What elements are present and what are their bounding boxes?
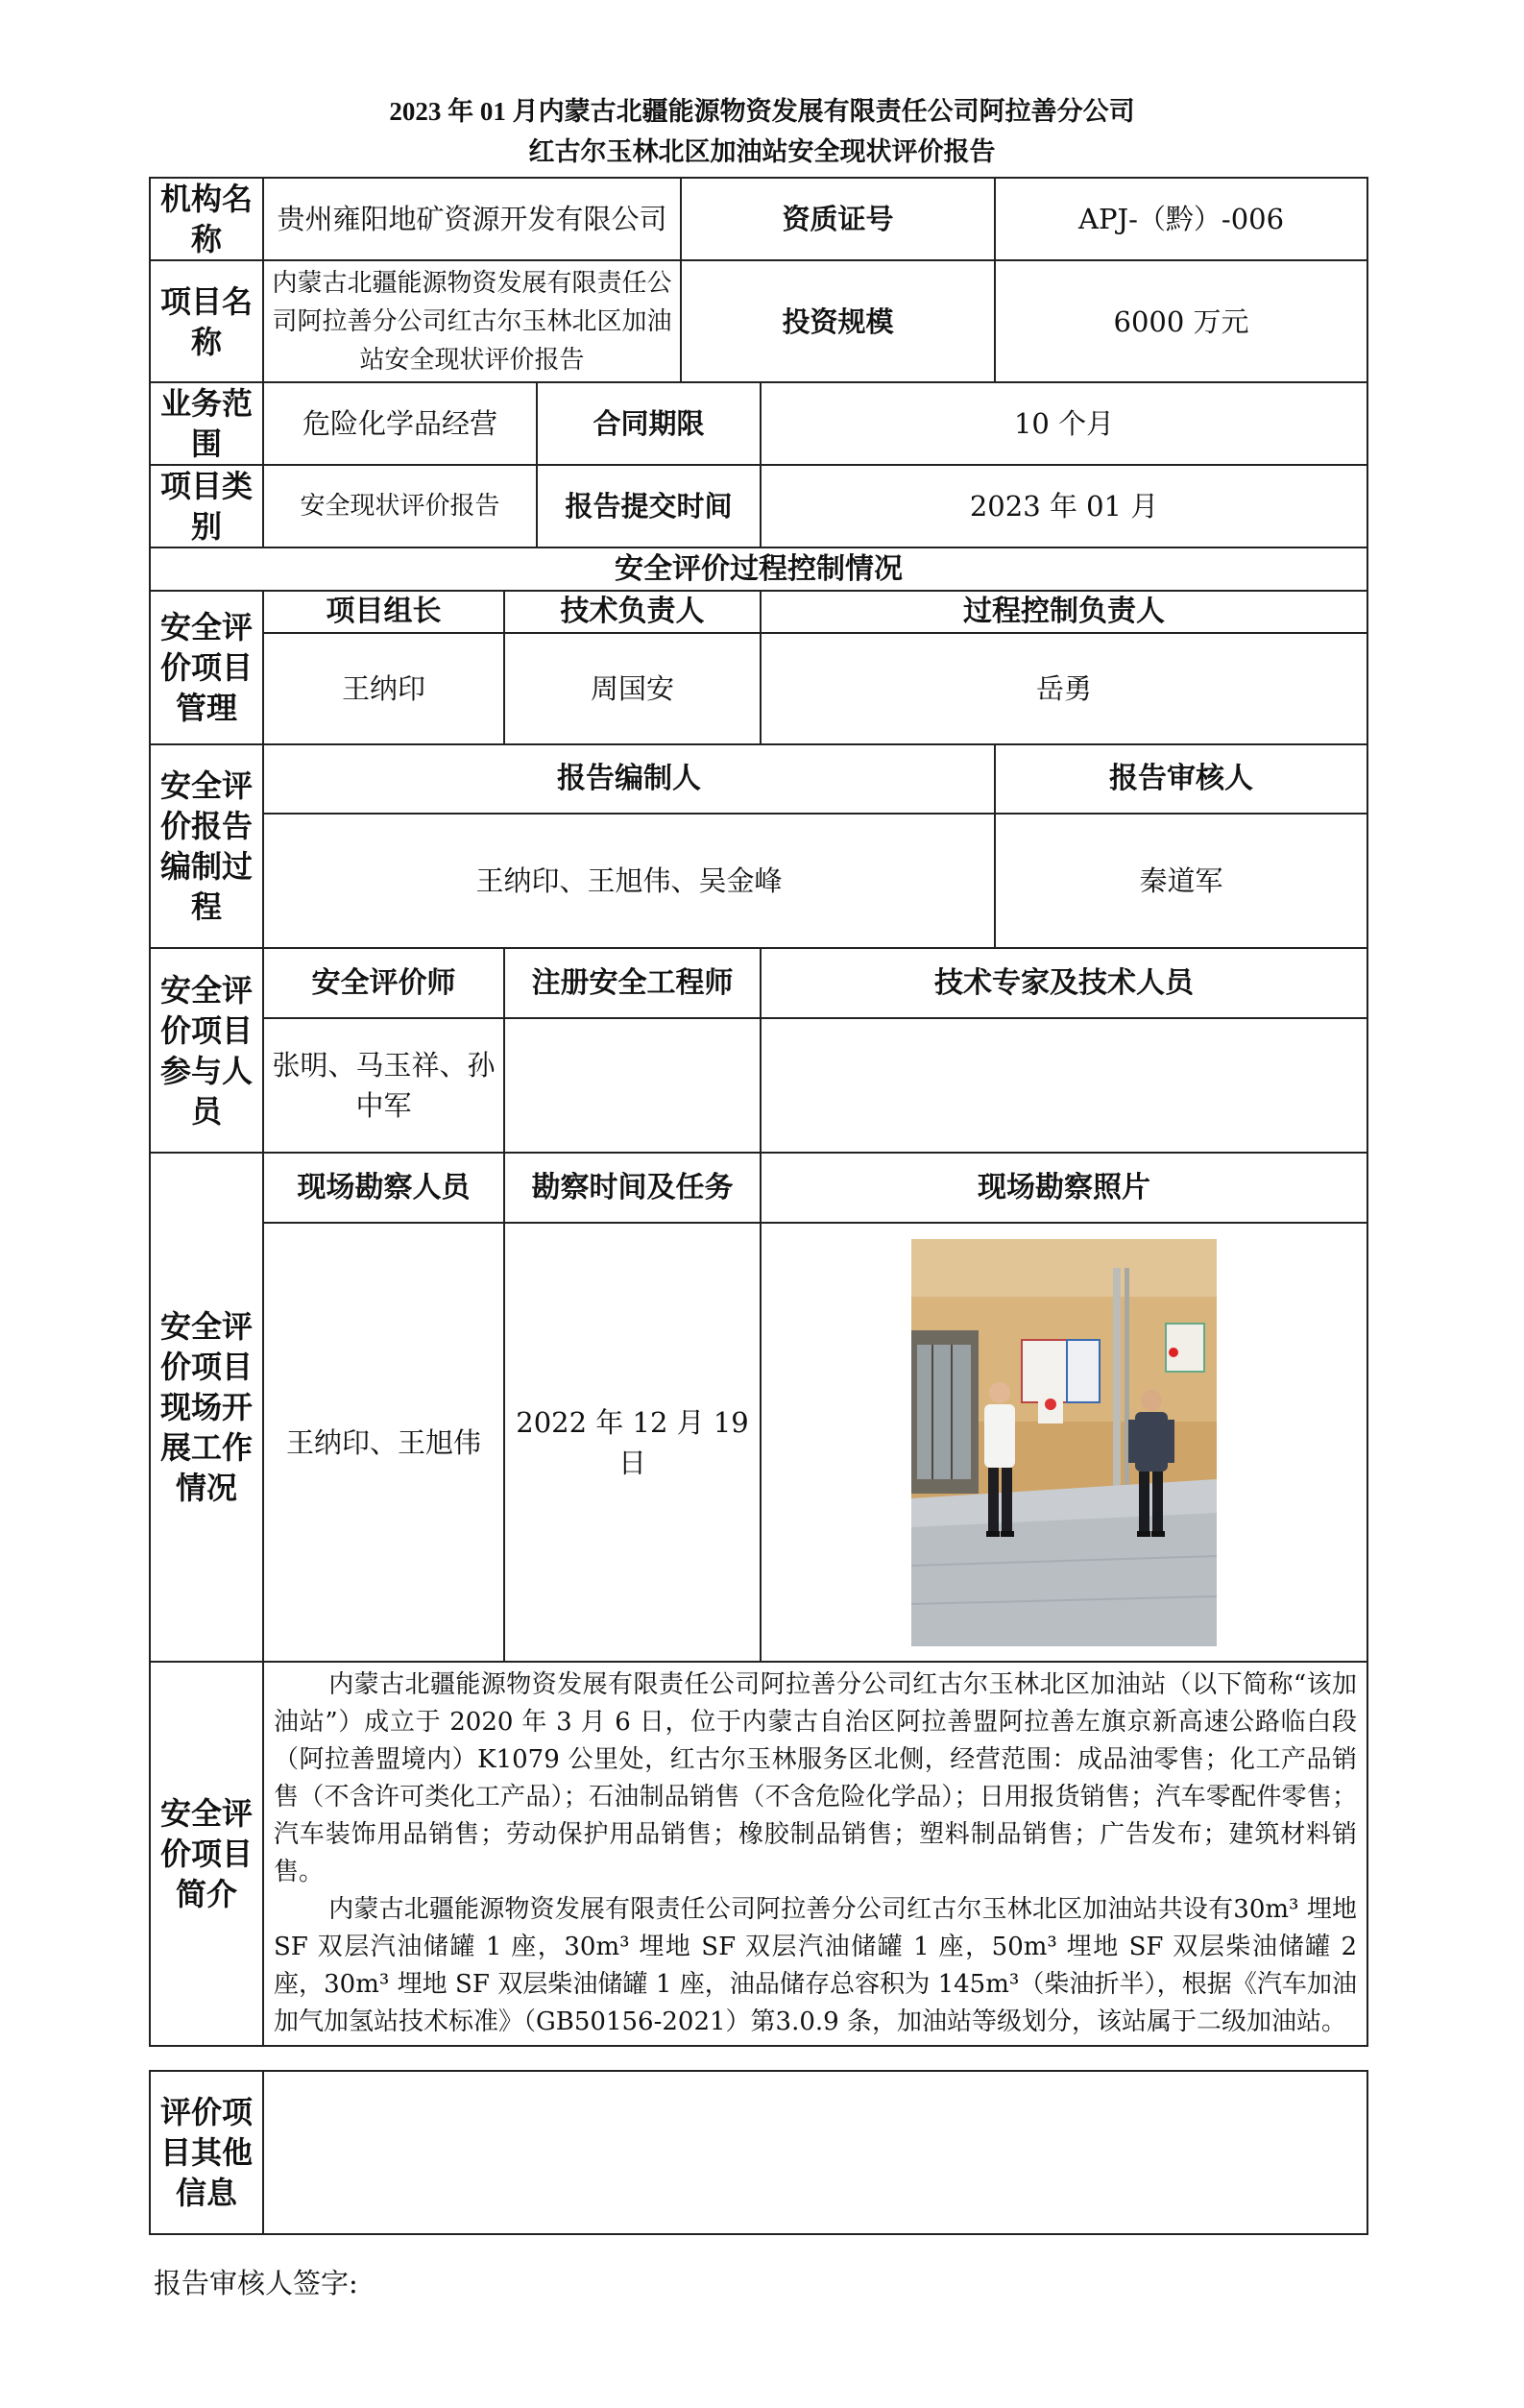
site-survey-photo bbox=[911, 1239, 1217, 1646]
compiler-header: 报告编制人 bbox=[263, 744, 995, 814]
contract-label: 合同期限 bbox=[537, 382, 761, 465]
expert-header: 技术专家及技术人员 bbox=[761, 948, 1367, 1018]
document-title-line2: 红古尔玉林北区加油站安全现状评价报告 bbox=[528, 137, 996, 166]
org-value: 贵州雍阳地矿资源开发有限公司 bbox=[263, 178, 681, 260]
project-label: 项目名称 bbox=[150, 260, 263, 382]
survey-staff-value: 王纳印、王旭伟 bbox=[263, 1223, 504, 1662]
submit-value: 2023 年 01 月 bbox=[761, 465, 1367, 547]
process-section-title: 安全评价过程控制情况 bbox=[150, 547, 1367, 591]
tech-value: 周国安 bbox=[504, 633, 761, 744]
invest-label: 投资规模 bbox=[681, 260, 995, 382]
reviewer-value: 秦道军 bbox=[995, 814, 1367, 948]
control-value: 岳勇 bbox=[761, 633, 1367, 744]
tech-header: 技术负责人 bbox=[504, 591, 761, 633]
contract-value: 10 个月 bbox=[761, 382, 1367, 465]
leader-header: 项目组长 bbox=[263, 591, 504, 633]
other-info-value bbox=[263, 2071, 1367, 2234]
intro-text bbox=[263, 1662, 1367, 2046]
experts-value bbox=[761, 1018, 1367, 1153]
survey-photo-header: 现场勘察照片 bbox=[761, 1153, 1367, 1223]
org-label: 机构名称 bbox=[150, 178, 263, 260]
project-value: 内蒙古北疆能源物资发展有限责任公司阿拉善分公司红古尔玉林北区加油站安全现状评价报告 bbox=[263, 260, 681, 382]
site-work-label: 安全评价项目现场开展工作情况 bbox=[150, 1153, 263, 1662]
submit-label: 报告提交时间 bbox=[537, 465, 761, 547]
mgmt-label: 安全评价项目管理 bbox=[150, 591, 263, 744]
intro-paragraph-1: 内蒙古北疆能源物资发展有限责任公司阿拉善分公司红古尔玉林北区加油站（以下简称“该加油站”）成立于 2020 年 3 月 6 日，位于内蒙古自治区阿拉善盟阿拉善左旗京新高速公路临白段（阿拉善盟境内）K1079 公里处，红古尔玉林服务区北侧，经营范围：成品油零售；化工产品销售（不含许可类化工产品）；石油制品销售（不含危险化学品）；日用报货销售；汽车零配件零售；汽车装饰用品销售；劳动保护用品销售；橡胶制品销售；塑料制品销售；广告发布；建筑材料销售。 bbox=[274, 1670, 1358, 1886]
reviewer-header: 报告审核人 bbox=[995, 744, 1367, 814]
compilers-value: 王纳印、王旭伟、吴金峰 bbox=[263, 814, 995, 948]
intro-label: 安全评价项目简介 bbox=[150, 1662, 263, 2046]
scope-label: 业务范围 bbox=[150, 382, 263, 465]
engineer-header: 注册安全工程师 bbox=[504, 948, 761, 1018]
evaluators-value: 张明、马玉祥、孙中军 bbox=[263, 1018, 504, 1153]
document-title-line1: 2023 年 01 月内蒙古北疆能源物资发展有限责任公司阿拉善分公司 bbox=[389, 97, 1135, 126]
evaluation-info-table bbox=[149, 177, 1368, 2047]
survey-photo-cell bbox=[761, 1223, 1367, 1662]
evaluator-header: 安全评价师 bbox=[263, 948, 504, 1018]
leader-value: 王纳印 bbox=[263, 633, 504, 744]
scope-value: 危险化学品经营 bbox=[263, 382, 537, 465]
type-label: 项目类别 bbox=[150, 465, 263, 547]
intro-paragraph-2: 内蒙古北疆能源物资发展有限责任公司阿拉善分公司红古尔玉林北区加油站共设有30m³ 埋地 SF 双层汽油储罐 1 座，30m³ 埋地 SF 双层汽油储罐 1 座，50m³ 埋地 SF 双层柴油储罐 2 座，30m³ 埋地 SF 双层柴油储罐 1 座，油品储存总容积为 145m³（柴油折半），根据《汽车加油加气加氢站技术标准》（GB50156-2021）第3.0.9 条，加油站等级划分，该站属于二级加油站。 bbox=[274, 1895, 1358, 2036]
other-info-table bbox=[149, 2070, 1368, 2235]
reviewer-signature-label: 报告审核人签字: bbox=[154, 2267, 358, 2299]
participants-label: 安全评价项目参与人员 bbox=[150, 948, 263, 1153]
engineers-value bbox=[504, 1018, 761, 1153]
other-info-label: 评价项目其他信息 bbox=[150, 2071, 263, 2234]
invest-value: 6000 万元 bbox=[995, 260, 1367, 382]
qual-value: APJ-（黔）-006 bbox=[995, 178, 1367, 260]
survey-time-value: 2022 年 12 月 19 日 bbox=[504, 1223, 761, 1662]
control-header: 过程控制负责人 bbox=[761, 591, 1367, 633]
report-process-label: 安全评价报告编制过程 bbox=[150, 744, 263, 948]
survey-staff-header: 现场勘察人员 bbox=[263, 1153, 504, 1223]
survey-time-header: 勘察时间及任务 bbox=[504, 1153, 761, 1223]
type-value: 安全现状评价报告 bbox=[263, 465, 537, 547]
qual-label: 资质证号 bbox=[681, 178, 995, 260]
